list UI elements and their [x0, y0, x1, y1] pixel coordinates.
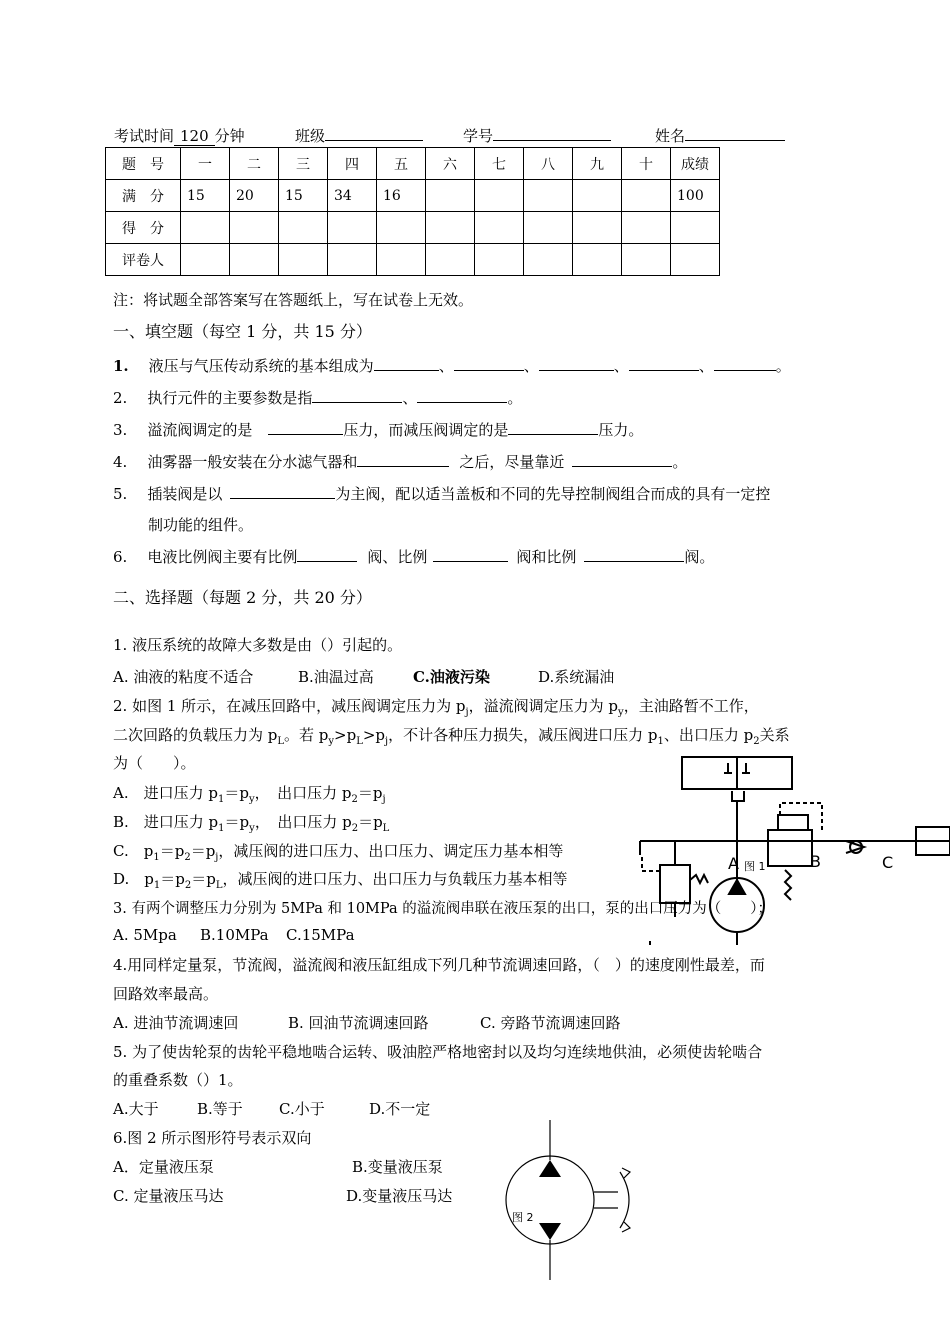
choice-q1: 1. 液压系统的故障大多数是由（）引起的。 [113, 636, 403, 654]
fill-q5: 5. 插装阀是以 为主阀，配以适当盖板和不同的先导控制阀组合而成的具有一定控 [113, 485, 771, 503]
fill-q5-cont: 制功能的组件。 [148, 516, 254, 534]
name-field: 姓名 [655, 125, 785, 146]
note: 注：将试题全部答案写在答题纸上，写在试卷上无效。 [113, 291, 474, 309]
choice-q2-option-a: A. 进口压力 $p_1=p_y$， 出口压力 $p_2=p_j$ [113, 784, 386, 805]
table-row: 得 分 [106, 212, 720, 244]
choice-q3: 3. 有两个调整压力分别为 5MPa 和 10MPa 的溢流阀串联在液压泵的出口，泵的出口压力为（ ）； [113, 901, 772, 917]
figure-1-label-b: B [810, 852, 821, 871]
table-row: 满 分 15 20 15 34 16 100 [106, 180, 720, 212]
section1-title: 一、填空题（每空 1 分，共 15 分） [113, 322, 372, 341]
choice-q6-options-row1: A．定量液压泵 B.变量液压泵 [113, 1158, 443, 1176]
choice-q2-option-c: C. $p_1=p_2=p_j$，减压阀的进口压力、出口压力、调定压力基本相等 [113, 842, 564, 863]
choice-q4-line1: 4.用同样定量泵，节流阀，溢流阀和液压缸组成下列几种节流调速回路，（ ）的速度刚性最差，而 [113, 956, 765, 974]
lower-triangle-icon [539, 1223, 561, 1240]
choice-q5-line1: 5. 为了使齿轮泵的齿轮平稳地啮合运转、吸油腔严格地密封以及均匀连续地供油，必须使齿轮啮合 [113, 1043, 763, 1061]
choice-q4-line2: 回路效率最高。 [113, 985, 219, 1003]
choice-q5-line2: 的重叠系数（）1。 [113, 1071, 243, 1089]
section2-title: 二、选择题（每题 2 分，共 20 分） [113, 588, 372, 607]
choice-q2-line3: 为（ ）。 [113, 754, 196, 772]
table-row: 题 号 一 二 三 四 五 六 七 八 九 十 成绩 [106, 148, 720, 180]
figure-1-label-a: A [728, 854, 739, 873]
choice-q2-option-b: B. 进口压力 $p_1=p_y$， 出口压力 $p_2=p_L$ [113, 813, 390, 834]
choice-q2-line1: 2. 如图 1 所示，在减压回路中，减压阀调定压力为 $p_j$，溢流阀调定压力为 $p_y$，主油路暂不工作， [113, 697, 759, 718]
class-field: 班级 [295, 125, 423, 146]
fill-q4: 4. 油雾器一般安装在分水滤气器和 之后，尽量靠近 。 [113, 453, 688, 471]
fill-q1: 1. 液压与气压传动系统的基本组成为 、 、 、 、 。 [113, 357, 791, 375]
fill-q2: 2. 执行元件的主要参数是指 、 。 [113, 389, 523, 407]
choice-q1-options: A. 油液的粘度不适合 B.油温过高 C.油液污染 D.系统漏油 [113, 668, 615, 686]
choice-q3-options: A. 5Mpa B.10MPa C.15MPa [113, 926, 355, 944]
choice-q2-option-d: D. $p_1=p_2=p_L$，减压阀的进口压力、出口压力与负载压力基本相等 [113, 870, 568, 891]
choice-q2-line2: 二次回路的负载压力为 $p_L$。若 $p_y>p_L>p_j$，不计各种压力损失，减压阀进口压力 $p_1$、出口压力 $p_2$关系 [113, 726, 790, 747]
table-row: 评卷人 [106, 244, 720, 276]
choice-q6: 6.图 2 所示图形符号表示双向 [113, 1129, 312, 1147]
fill-q3: 3. 溢流阀调定的是 压力，而减压阀调定的是 压力。 [113, 421, 644, 439]
figure-2-caption: 图 2 [512, 1211, 534, 1224]
figure-1-circuit-diagram [620, 745, 950, 945]
time-value: 120 [174, 127, 215, 146]
exam-header: 考试时间 120 分钟 [114, 127, 245, 145]
score-table [105, 147, 720, 276]
figure-1-label-c: C [882, 853, 894, 872]
student-id-field: 学号 [463, 125, 611, 146]
figure-1-caption: 图 1 [744, 860, 766, 873]
upper-triangle-icon [539, 1160, 561, 1177]
choice-q4-options: A. 进油节流调速回 B. 回油节流调速回路 C. 旁路节流调速回路 [113, 1014, 621, 1032]
choice-q6-options-row2: C. 定量液压马达 D.变量液压马达 [113, 1187, 453, 1205]
choice-q5-options: A.大于 B.等于 C.小于 D.不一定 [113, 1100, 431, 1118]
figure-2-motor-symbol [490, 1120, 650, 1280]
fill-q6: 6. 电液比例阀主要有比例 阀、比例 阀和比例 阀。 [113, 548, 715, 566]
